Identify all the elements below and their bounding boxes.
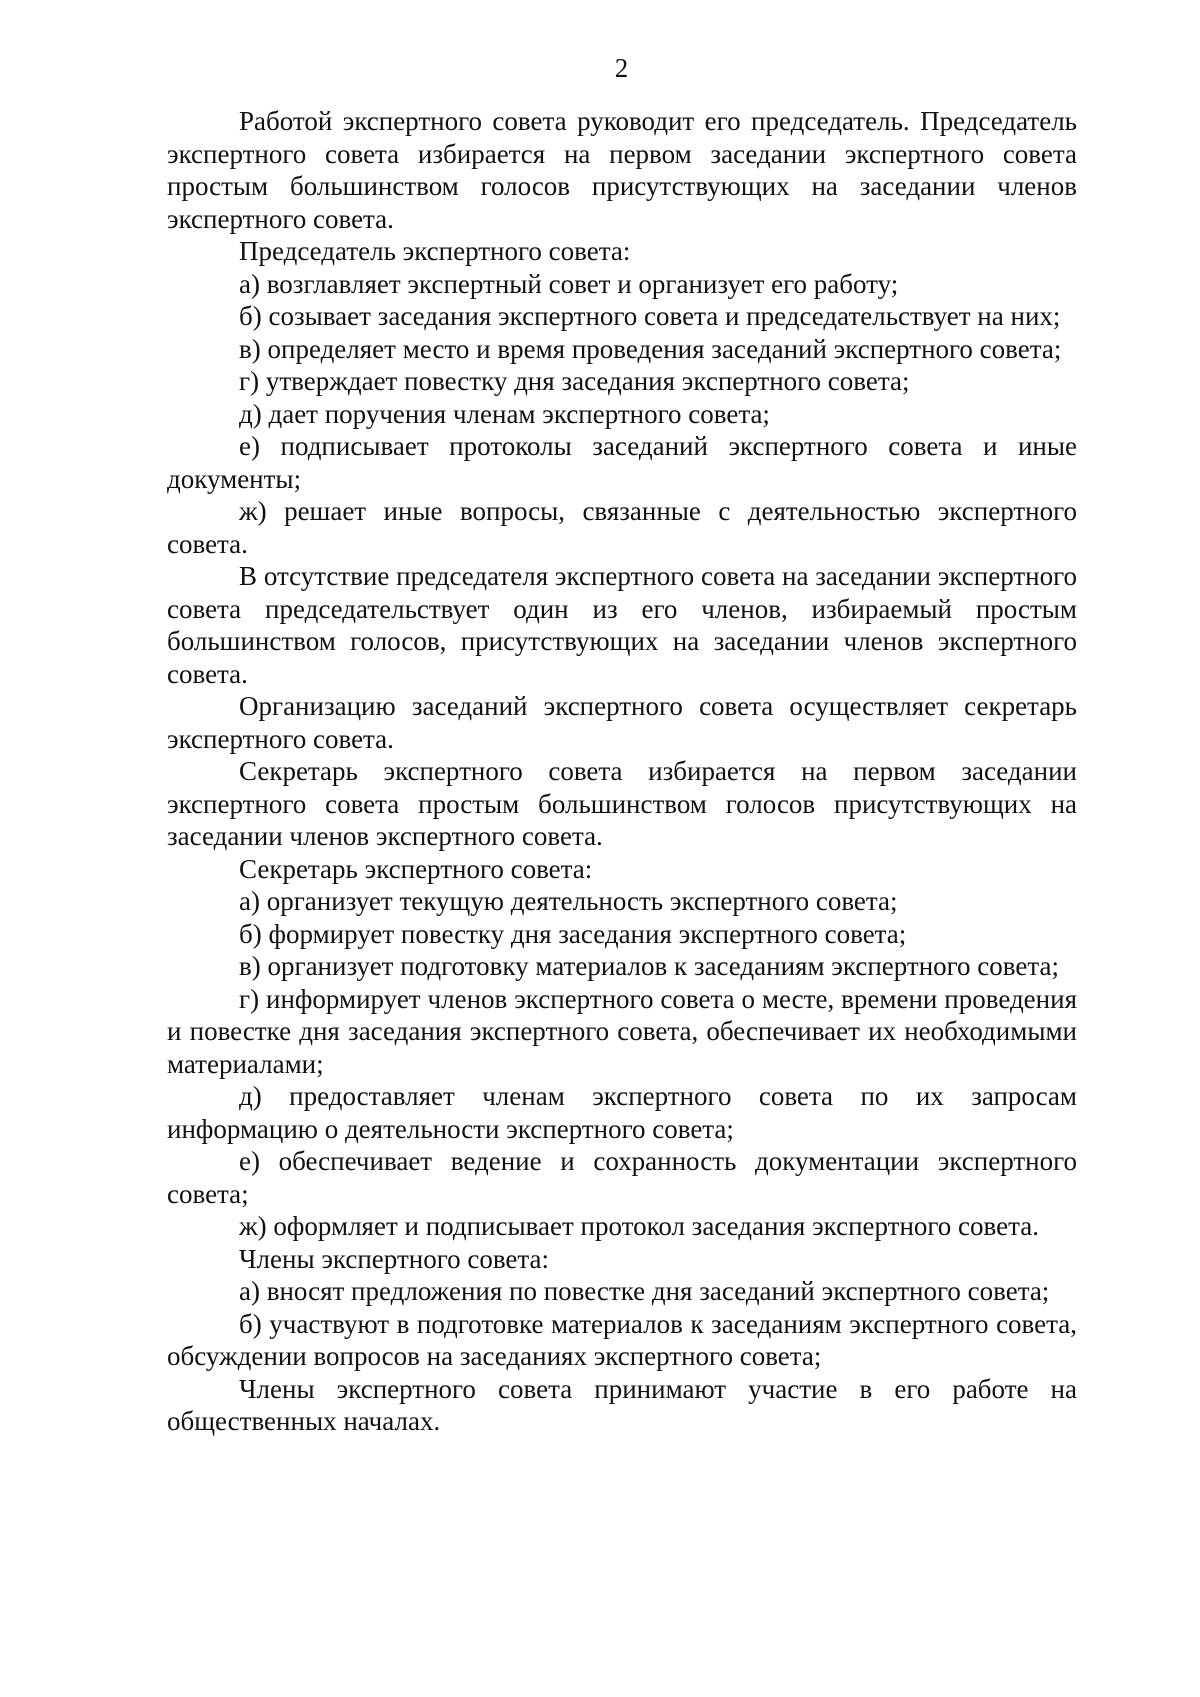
- list-item: а) вносят предложения по повестке дня заседаний экспертного совета;: [239, 1276, 1050, 1306]
- list-item: г) информирует членов экспертного совета о месте, времени проведения и повестке дня заседания экспертного совета, обеспечивает их необходимыми материалами;: [167, 983, 1077, 1079]
- paragraph-chairman-role: Работой экспертного совета руководит его председатель. Председатель экспертного совета избирается на первом заседании экспертного совета простым большинством голосов присутствующих на заседании членов экспертного совета.: [167, 106, 1077, 234]
- paragraph-members-heading: Члены экспертного совета:: [239, 1243, 550, 1274]
- list-item: б) участвуют в подготовке материалов к заседаниям экспертного совета, обсуждении вопросов на заседаниях экспертного совета;: [167, 1308, 1077, 1371]
- paragraph-chairman-duties-heading: Председатель экспертного совета:: [239, 236, 631, 266]
- list-item: в) организует подготовку материалов к заседаниям экспертного совета;: [239, 951, 1059, 981]
- list-item: б) созывает заседания экспертного совета и председательствует на них;: [239, 301, 1061, 331]
- document-body: [167, 105, 1077, 1438]
- paragraph-secretary-election: Секретарь экспертного совета избирается на первом заседании экспертного совета простым большинством голосов присутствующих на заседании членов экспертного совета.: [167, 756, 1077, 851]
- list-item: ж) оформляет и подписывает протокол заседания экспертного совета.: [239, 1211, 1039, 1241]
- list-item: д) предоставляет членам экспертного совета по их запросам информацию о деятельности экспертного совета;: [167, 1081, 1077, 1144]
- list-item: г) утверждает повестку дня заседания экспертного совета;: [239, 366, 910, 396]
- list-item: е) подписывает протоколы заседаний экспертного совета и иные документы;: [167, 431, 1077, 494]
- paragraph-chairman-absence: В отсутствие председателя экспертного совета на заседании экспертного совета председательствует один из его членов, избираемый простым большинством голосов, присутствующих на заседании членов экспертного совета.: [167, 561, 1077, 689]
- page-number: 2: [614, 53, 629, 83]
- paragraph-secretary-organization: Организацию заседаний экспертного совета осуществляет секретарь экспертного совета.: [167, 691, 1077, 754]
- list-item: б) формирует повестку дня заседания экспертного совета;: [239, 918, 907, 949]
- paragraph-members-voluntary: Члены экспертного совета принимают участие в его работе на общественных началах.: [167, 1373, 1077, 1436]
- list-item: ж) решает иные вопросы, связанные с деятельностью экспертного совета.: [167, 496, 1077, 559]
- list-item: а) возглавляет экспертный совет и организует его работу;: [239, 268, 899, 299]
- paragraph-secretary-duties-heading: Секретарь экспертного совета:: [239, 853, 593, 884]
- list-item: д) дает поручения членам экспертного совета;: [239, 398, 770, 429]
- list-item: а) организует текущую деятельность экспертного совета;: [239, 886, 898, 916]
- list-item: в) определяет место и время проведения заседаний экспертного совета;: [239, 333, 1062, 364]
- list-item: е) обеспечивает ведение и сохранность документации экспертного совета;: [167, 1146, 1077, 1209]
